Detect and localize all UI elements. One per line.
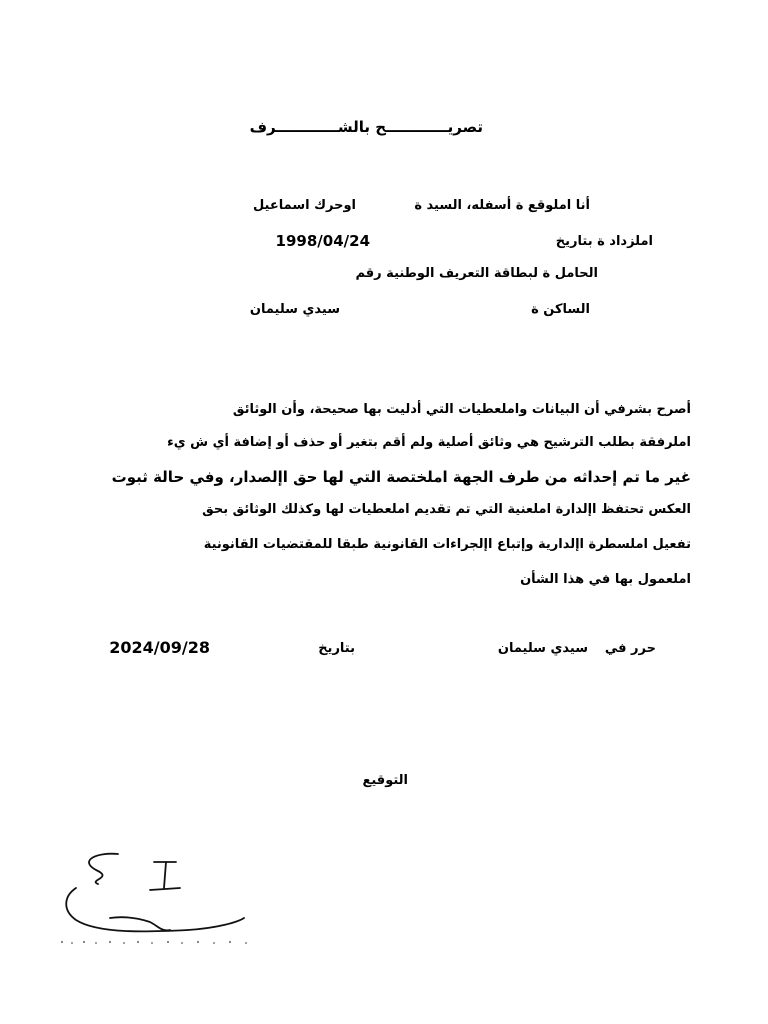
id-card-label: الحامل ة لبطاقة التعريف الوطنية رقم: [355, 266, 598, 281]
body-line-3: غير ما تم إحداثه من طرف الجهة املختصة التي لها حق اإلصدار، وفي حالة ثبوت: [111, 468, 691, 486]
body-line-5: تفعيل املسطرة اإلدارية وإتباع اإلجراءات القانونية طبقا للمقتضيات القانونية: [203, 537, 691, 552]
declarant-intro: أنا املوقع ة أسفله، السيد ة: [414, 198, 590, 213]
birth-label: املزداد ة بتاريخ: [555, 234, 653, 249]
signature-label: التوقيع: [362, 773, 408, 788]
place-label: حرر في: [604, 641, 656, 656]
declarant-name: اوحرك اسماعيل: [252, 198, 356, 213]
residence-value: سيدي سليمان: [249, 302, 340, 317]
document-title: تصريــــــــــــح بالشــــــــــــرف: [249, 118, 483, 136]
handwritten-signature: [58, 848, 258, 952]
body-line-6: املعمول بها في هذا الشأن: [520, 572, 691, 587]
place-value: سيدي سليمان: [497, 641, 588, 656]
body-line-4: العكس تحتفظ اإلدارة املعنية التي تم تقديم املعطيات لها وكذلك الوثائق بحق: [202, 502, 691, 517]
body-line-1: أصرح بشرفي أن البيانات واملعطيات التي أدليت بها صحيحة، وأن الوثائق: [232, 402, 691, 417]
body-line-2: املرفقة بطلب الترشيح هي وثائق أصلية ولم أقم بتغير أو حذف أو إضافة أي ش يء: [167, 435, 691, 450]
residence-label: الساكن ة: [531, 302, 590, 317]
birth-date: 1998/04/24: [275, 232, 370, 250]
signing-date: 2024/09/28: [109, 638, 210, 657]
date-label: بتاريخ: [318, 641, 355, 656]
